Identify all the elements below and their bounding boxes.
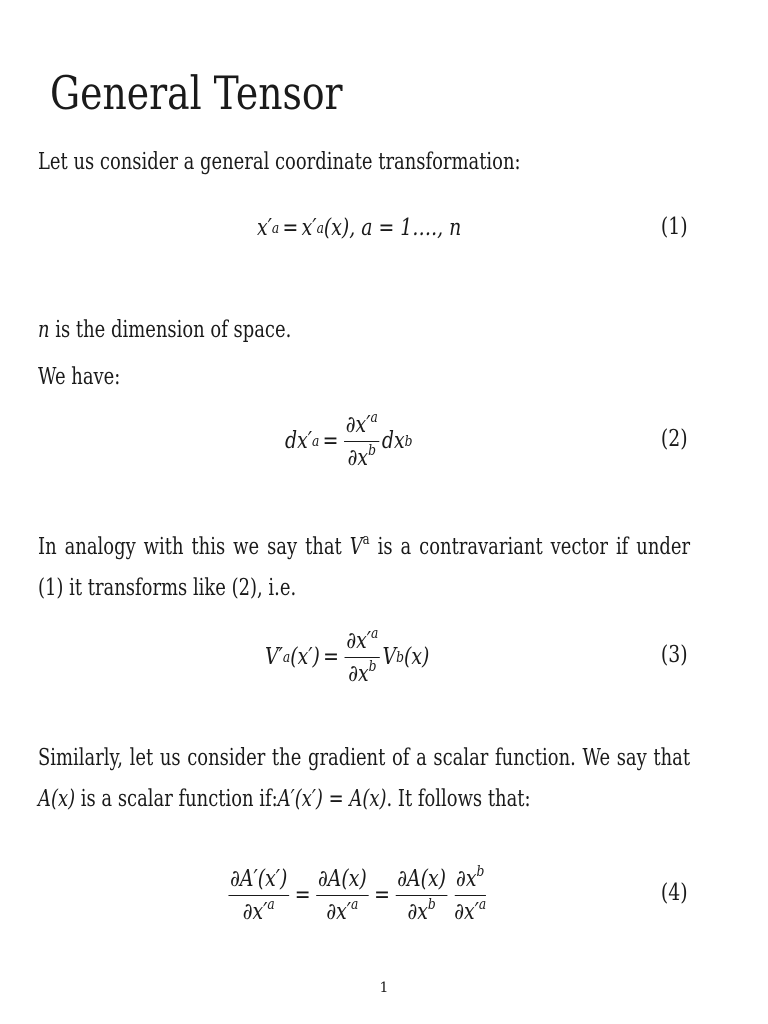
eq4-fraction-2 <box>316 866 368 925</box>
eq3-lhs: V′ <box>265 644 283 670</box>
analogy-var: V <box>349 534 363 560</box>
eq4-f4-den-text: ∂x′ <box>454 898 479 925</box>
we-have-paragraph: We have: <box>38 364 121 390</box>
eq4-f3-denominator <box>406 896 438 925</box>
eq2-numerator <box>344 407 379 442</box>
eq4-f2-den-sup: a <box>350 894 359 913</box>
page-number: 1 <box>379 980 389 996</box>
analogy-part1: In analogy with this we say that <box>38 534 350 560</box>
similarly-part2: is a scalar function if: <box>75 786 278 812</box>
eq3-den-sup: b <box>368 656 377 675</box>
similarly-var: A(x) <box>38 786 76 812</box>
analogy-part2: is a contravariant vector if under (1) it transforms like (2), i.e. <box>38 534 691 601</box>
similarly-paragraph <box>38 738 690 820</box>
eq2-num-sup: a <box>370 407 378 426</box>
analogy-paragraph <box>38 527 690 609</box>
eq4-fraction-3 <box>396 866 448 925</box>
eq2-equals: = <box>322 428 339 454</box>
equation-3-number: (3) <box>661 642 688 668</box>
eq4-f4-den-sup: a <box>478 894 487 913</box>
analogy-text <box>38 527 690 609</box>
dimension-paragraph <box>38 310 690 351</box>
eq1-lhs: x′ <box>257 215 272 241</box>
page-title: General Tensor <box>50 66 343 120</box>
equation-2-body: dx′ a = $\frac{\partial x'^a}{\partial x^b}$ dx b <box>285 407 413 471</box>
eq4-fraction-4 <box>453 861 488 925</box>
equation-2-number: (2) <box>661 426 688 452</box>
eq3-num-text: ∂x′ <box>346 627 372 654</box>
equation-3 <box>0 612 768 702</box>
eq2-lhs: dx′ <box>285 428 312 454</box>
eq2-tail: dx <box>381 428 405 454</box>
dim-variable: n <box>38 317 50 343</box>
eq4-f1-denominator <box>241 896 276 925</box>
eq3-numerator <box>345 623 380 658</box>
eq4-f4-denominator <box>453 896 488 925</box>
eq2-den-sup: b <box>368 440 376 459</box>
dim-text: is the dimension of space. <box>49 317 292 343</box>
eq3-tail: V <box>382 644 397 670</box>
equation-1-number: (1) <box>661 214 688 240</box>
eq4-f2-denominator <box>325 896 360 925</box>
eq4-f4-numerator <box>454 861 486 896</box>
eq4-f3-den-sup: b <box>427 894 436 913</box>
eq3-lhs-arg: (x′) <box>290 644 320 670</box>
eq1-equals: = <box>282 215 299 241</box>
equation-4-body <box>226 850 490 940</box>
eq3-den-text: ∂x <box>348 660 369 687</box>
eq4-f1-numerator: ∂A′(x′) <box>228 866 289 896</box>
eq4-f1-den-text: ∂x′ <box>242 898 268 925</box>
similarly-part3: . It follows that: <box>386 786 531 812</box>
eq4-f4-num-sup: b <box>476 861 485 880</box>
eq3-tail-arg: (x) <box>403 644 430 670</box>
eq4-equals-1: = <box>294 882 311 908</box>
equation-4-number: (4) <box>661 880 688 906</box>
intro-paragraph: Let us consider a general coordinate transformation: <box>38 149 521 175</box>
eq3-num-sup: a <box>371 623 379 642</box>
eq3-fraction <box>345 623 380 687</box>
similarly-text <box>38 738 690 820</box>
equation-4 <box>0 850 768 940</box>
eq4-f1-den-sup: a <box>267 894 275 913</box>
eq2-fraction <box>344 407 379 471</box>
eq3-denominator <box>347 658 379 687</box>
eq4-f2-den-text: ∂x′ <box>326 898 351 925</box>
eq4-f3-numerator: ∂A(x) <box>396 866 448 896</box>
equation-3-body: V′ a (x′) = $\frac{\partial x'^a}{\partial x^b}$ V b (x) <box>265 623 430 687</box>
eq4-f2-numerator: ∂A(x) <box>316 866 368 896</box>
eq4-equals-2: = <box>374 882 390 908</box>
eq4-f4-num-text: ∂x <box>456 865 477 892</box>
equation-1 <box>0 206 768 250</box>
similarly-part1: Similarly, let us consider the gradient of a scalar function. We say that <box>38 745 691 771</box>
similarly-condition: A′(x′) = A(x) <box>277 786 387 812</box>
analogy-var-sup: a <box>362 530 370 548</box>
eq1-rhs: x′ <box>301 215 317 241</box>
eq2-den-text: ∂x <box>347 444 369 471</box>
eq2-denominator <box>346 442 378 471</box>
equation-1-body: x′ a = x′ a (x), a = 1…., n <box>257 215 462 241</box>
eq4-f3-den-text: ∂x <box>407 898 428 925</box>
eq3-equals: = <box>323 644 339 670</box>
eq4-fraction-1 <box>228 866 289 925</box>
equation-2 <box>0 396 768 486</box>
eq1-rhs-arg: (x), a = 1…., n <box>323 215 462 241</box>
eq2-num-text: ∂x′ <box>345 411 371 438</box>
